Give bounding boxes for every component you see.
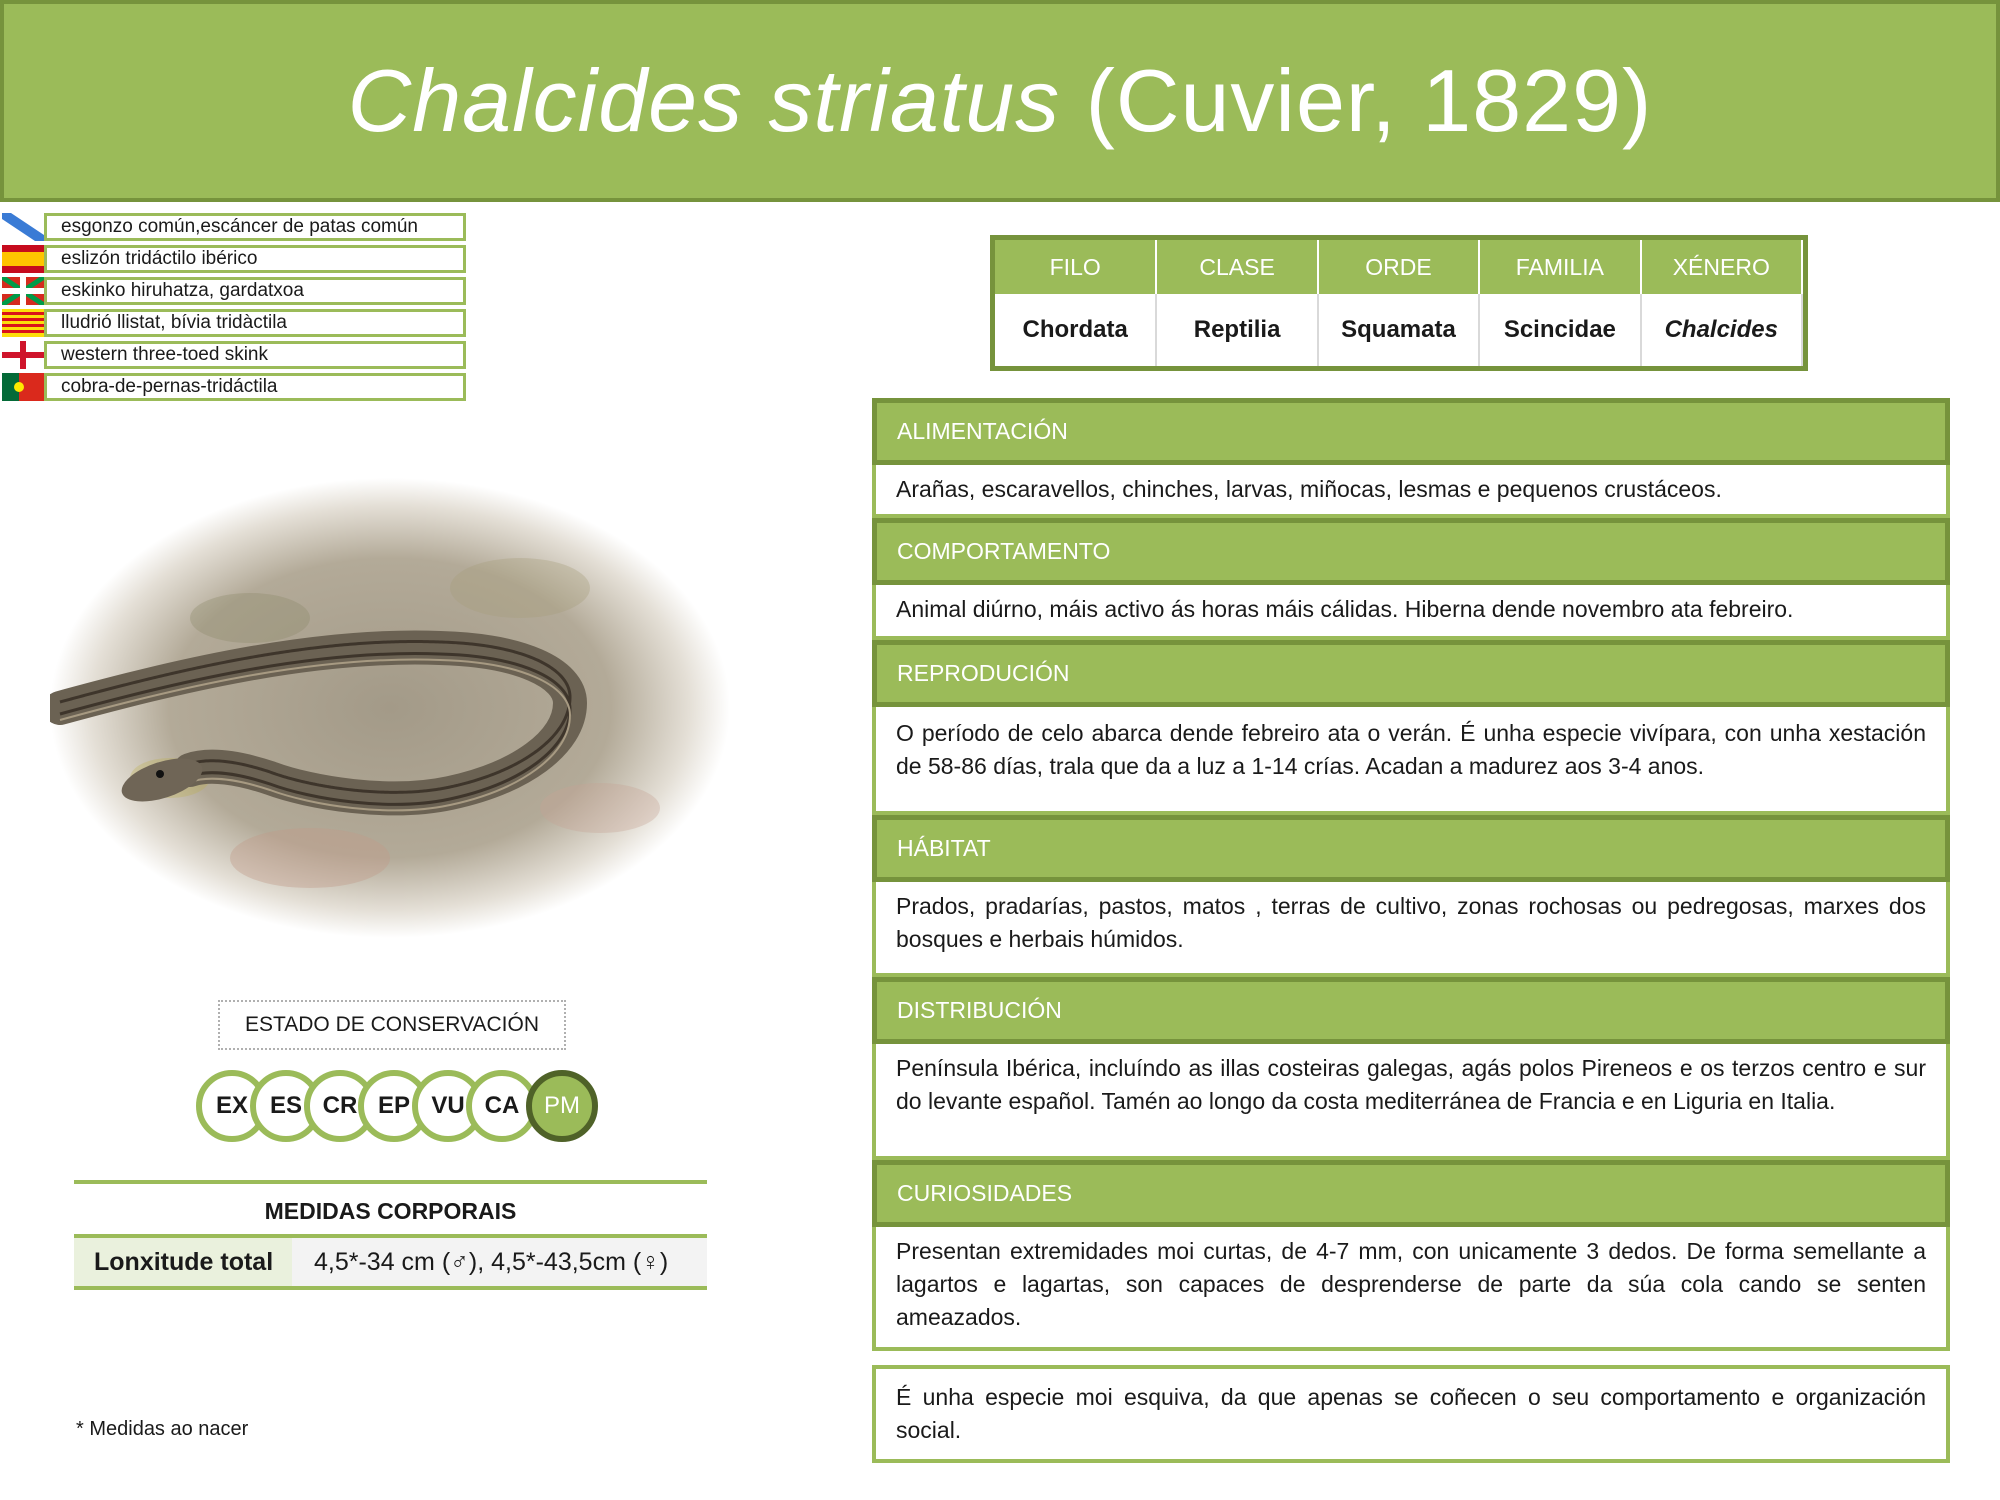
common-name-basque: eskinko hiruhatza, gardatxoa <box>44 277 466 305</box>
list-item <box>2 309 466 337</box>
common-name-galician: esgonzo común,escáncer de patas común <box>44 213 466 241</box>
taxonomy-header-orde: ORDE <box>1318 240 1479 294</box>
taxonomy-header-clase: CLASE <box>1156 240 1317 294</box>
catalonia-flag-icon <box>2 309 44 337</box>
status-vu: VU <box>412 1070 484 1142</box>
england-flag-icon <box>2 341 44 369</box>
page-title <box>348 50 1653 152</box>
section-body-comportamento: Animal diúrno, máis activo ás horas máis cálidas. Hiberna dende novembro ata febreiro. <box>872 585 1950 640</box>
species-photo <box>50 478 730 938</box>
footnote: * Medidas ao nacer <box>76 1418 249 1440</box>
list-item <box>2 277 466 305</box>
section-head-comportamento: COMPORTAMENTO <box>872 518 1950 585</box>
spain-flag-icon <box>2 245 44 273</box>
list-item <box>2 213 466 241</box>
taxonomy-value-clase: Reptilia <box>1156 294 1317 366</box>
common-name-catalan: lludrió llistat, bívia tridàctila <box>44 309 466 337</box>
species-name: Chalcides striatus <box>347 51 1061 150</box>
common-name-english: western three-toed skink <box>44 341 466 369</box>
status-ca: CA <box>466 1070 538 1142</box>
section-head-curiosidades: CURIOSIDADES <box>872 1160 1950 1227</box>
section-head-distribucion: DISTRIBUCIÓN <box>872 977 1950 1044</box>
taxonomy-header-xenero: XÉNERO <box>1641 240 1802 294</box>
taxonomy-header-filo: FILO <box>995 240 1156 294</box>
measures-value: 4,5*-34 cm (♂), 4,5*-43,5cm (♀) <box>314 1248 669 1276</box>
species-author: (Cuvier, 1829) <box>1060 51 1653 150</box>
status-pm-active: PM <box>526 1070 598 1142</box>
taxonomy-header-familia: FAMILIA <box>1479 240 1640 294</box>
measures-label: Lonxitude total <box>74 1238 292 1286</box>
measures-title: MEDIDAS CORPORAIS <box>74 1180 707 1234</box>
portugal-flag-icon <box>2 373 44 401</box>
common-name-portuguese: cobra-de-pernas-tridáctila <box>44 373 466 401</box>
section-body-distribucion: Península Ibérica, incluíndo as illas costeiras galegas, agás polos Pireneos e os terzos centro e sur do levante español. Tamén ao longo da costa mediterránea de Francia e en Liguria en Italia. <box>872 1044 1950 1160</box>
common-name-spanish: eslizón tridáctilo ibérico <box>44 245 466 273</box>
extra-note: É unha especie moi esquiva, da que apenas se coñecen o seu comportamento e organización social. <box>872 1365 1950 1463</box>
taxonomy-value-orde: Squamata <box>1318 294 1479 366</box>
section-head-habitat: HÁBITAT <box>872 815 1950 882</box>
conservation-status-scale <box>196 1070 616 1146</box>
title-bar <box>0 0 2000 202</box>
section-body-curiosidades: Presentan extremidades moi curtas, de 4-7 mm, con unicamente 3 dedos. De forma semellante a lagartos e lagartas, son capaces de desprenderse de parte da súa cola cando se senten ameazados. <box>872 1227 1950 1351</box>
status-ep: EP <box>358 1070 430 1142</box>
measures-row <box>74 1234 707 1290</box>
status-cr: CR <box>304 1070 376 1142</box>
status-es: ES <box>250 1070 322 1142</box>
basque-flag-icon <box>2 277 44 305</box>
list-item <box>2 341 466 369</box>
section-body-reproducion: O período de celo abarca dende febreiro ata o verán. É unha especie vivípara, con unha xestación de 58-86 días, trala que da a luz a 1-14 crías. Acadan a madurez aos 3-4 anos. <box>872 707 1950 815</box>
section-body-habitat: Prados, pradarías, pastos, matos , terras de cultivo, zonas rochosas ou pedregosas, marxes dos bosques e herbais húmidos. <box>872 882 1950 977</box>
list-item <box>2 373 466 401</box>
section-head-alimentacion: ALIMENTACIÓN <box>872 398 1950 465</box>
taxonomy-value-filo: Chordata <box>995 294 1156 366</box>
taxonomy-table <box>990 235 1808 371</box>
body-measures <box>74 1180 707 1290</box>
common-names-list <box>2 213 466 405</box>
taxonomy-value-xenero: Chalcides <box>1641 294 1802 366</box>
section-body-alimentacion: Arañas, escaravellos, chinches, larvas, miñocas, lesmas e pequenos crustáceos. <box>872 465 1950 518</box>
section-head-reproducion: REPRODUCIÓN <box>872 640 1950 707</box>
conservation-title: ESTADO DE CONSERVACIÓN <box>218 1000 566 1050</box>
status-ex: EX <box>196 1070 268 1142</box>
taxonomy-value-familia: Scincidae <box>1479 294 1640 366</box>
list-item <box>2 245 466 273</box>
galicia-flag-icon <box>2 213 44 241</box>
